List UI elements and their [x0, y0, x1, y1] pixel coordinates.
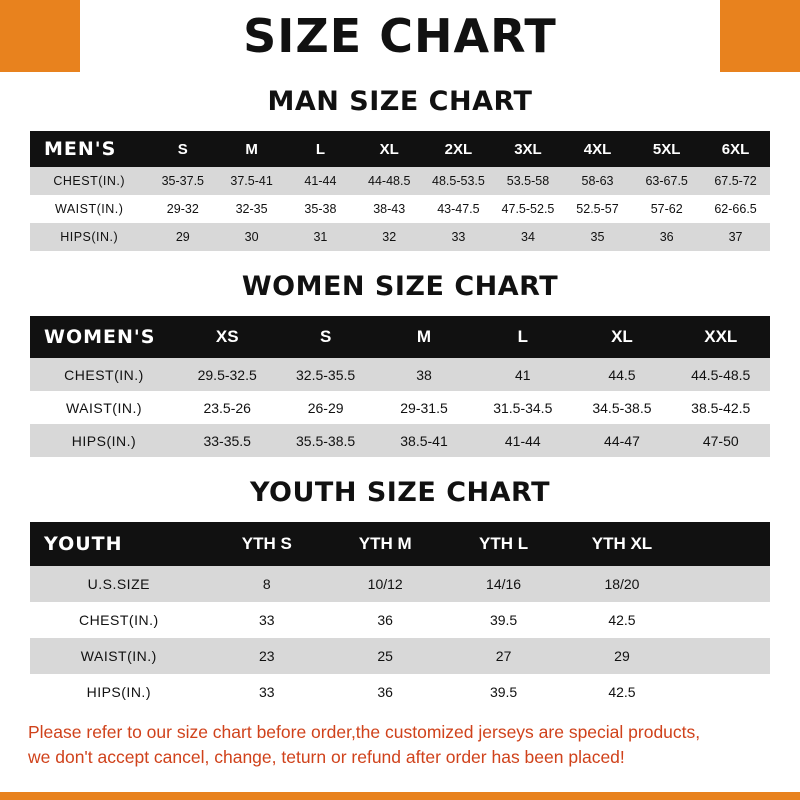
table-row	[30, 223, 770, 251]
table-cell: 8	[208, 566, 326, 602]
row-header: CHEST(IN.)	[30, 602, 208, 638]
table-cell: 43-47.5	[424, 195, 494, 223]
table-cell-spacer	[681, 638, 770, 674]
table-cell: 36	[326, 602, 444, 638]
table-cell: 34	[493, 223, 563, 251]
table-cell: 32	[355, 223, 424, 251]
spacer	[30, 117, 770, 131]
table-row	[30, 566, 770, 602]
column-header: 4XL	[563, 131, 633, 167]
column-header: XXL	[672, 316, 770, 358]
table-cell: 29	[148, 223, 217, 251]
footer-note	[0, 710, 800, 771]
section-title-youth: YOUTH SIZE CHART	[249, 477, 551, 508]
table-cell: 18/20	[563, 566, 681, 602]
spacer	[0, 457, 800, 477]
column-header: M	[217, 131, 286, 167]
column-header: M	[375, 316, 473, 358]
table-cell: 29	[563, 638, 681, 674]
table-cell: 14/16	[444, 566, 562, 602]
column-header: S	[276, 316, 374, 358]
table-cell: 38.5-42.5	[672, 391, 770, 424]
table-cell: 37	[701, 223, 770, 251]
table-cell: 26-29	[276, 391, 374, 424]
section-title-man: MAN SIZE CHART	[267, 86, 533, 117]
table-row	[30, 602, 770, 638]
spacer	[30, 302, 770, 316]
column-header: S	[148, 131, 217, 167]
table-cell: 58-63	[563, 167, 633, 195]
table-cell: 32-35	[217, 195, 286, 223]
man-size-table	[30, 131, 770, 251]
table-header-row	[30, 131, 770, 167]
table-cell: 23.5-26	[178, 391, 276, 424]
table-cell: 63-67.5	[632, 167, 701, 195]
spacer	[30, 508, 770, 522]
section-man	[0, 86, 800, 251]
row-header: HIPS(IN.)	[30, 223, 148, 251]
table-row	[30, 195, 770, 223]
table-row	[30, 674, 770, 710]
column-header: WOMEN'S	[30, 316, 178, 358]
table-cell-spacer	[681, 674, 770, 710]
table-cell: 33-35.5	[178, 424, 276, 457]
women-size-table	[30, 316, 770, 457]
spacer	[0, 72, 800, 86]
table-cell: 35.5-38.5	[276, 424, 374, 457]
table-row	[30, 391, 770, 424]
row-header: WAIST(IN.)	[30, 195, 148, 223]
table-cell: 57-62	[632, 195, 701, 223]
table-cell: 47.5-52.5	[493, 195, 563, 223]
table-cell: 38	[375, 358, 473, 391]
table-cell: 36	[326, 674, 444, 710]
bottom-accent-bar	[0, 792, 800, 800]
column-header: L	[286, 131, 355, 167]
table-cell: 44-47	[572, 424, 671, 457]
row-header: HIPS(IN.)	[30, 424, 178, 457]
table-cell: 42.5	[563, 602, 681, 638]
row-header: CHEST(IN.)	[30, 358, 178, 391]
table-cell: 48.5-53.5	[424, 167, 494, 195]
column-header: XL	[572, 316, 671, 358]
table-cell: 44-48.5	[355, 167, 424, 195]
header-banner-inner	[80, 0, 720, 72]
table-row	[30, 358, 770, 391]
table-cell: 52.5-57	[563, 195, 633, 223]
table-cell: 41-44	[286, 167, 355, 195]
footer-note-line-1: Please refer to our size chart before order,the customized jerseys are special products,	[28, 722, 701, 742]
youth-size-table	[30, 522, 770, 710]
table-cell-spacer	[681, 602, 770, 638]
table-cell: 34.5-38.5	[572, 391, 671, 424]
spacer	[0, 251, 800, 271]
table-cell: 27	[444, 638, 562, 674]
column-header-spacer	[681, 522, 770, 566]
table-cell: 29-32	[148, 195, 217, 223]
table-cell: 37.5-41	[217, 167, 286, 195]
table-cell: 31.5-34.5	[473, 391, 572, 424]
row-header: CHEST(IN.)	[30, 167, 148, 195]
table-cell: 35-37.5	[148, 167, 217, 195]
table-cell: 32.5-35.5	[276, 358, 374, 391]
table-cell: 29.5-32.5	[178, 358, 276, 391]
column-header: XS	[178, 316, 276, 358]
table-cell: 39.5	[444, 674, 562, 710]
table-cell: 44.5-48.5	[672, 358, 770, 391]
table-cell: 29-31.5	[375, 391, 473, 424]
section-youth	[0, 477, 800, 710]
section-title-women: WOMEN SIZE CHART	[241, 271, 559, 302]
column-header: XL	[355, 131, 424, 167]
table-row	[30, 424, 770, 457]
column-header: YTH M	[326, 522, 444, 566]
table-cell: 33	[208, 674, 326, 710]
column-header: YTH L	[444, 522, 562, 566]
table-cell: 35	[563, 223, 633, 251]
table-cell: 62-66.5	[701, 195, 770, 223]
table-cell: 47-50	[672, 424, 770, 457]
table-cell: 30	[217, 223, 286, 251]
table-cell: 35-38	[286, 195, 355, 223]
table-cell: 39.5	[444, 602, 562, 638]
column-header: MEN'S	[30, 131, 148, 167]
column-header: 6XL	[701, 131, 770, 167]
column-header: 3XL	[493, 131, 563, 167]
page-title: SIZE CHART	[243, 9, 557, 63]
table-cell: 31	[286, 223, 355, 251]
section-women	[0, 271, 800, 457]
table-cell: 67.5-72	[701, 167, 770, 195]
footer-note-line-2: we don't accept cancel, change, teturn or refund after order has been placed!	[28, 747, 625, 768]
table-cell: 25	[326, 638, 444, 674]
table-cell: 53.5-58	[493, 167, 563, 195]
column-header: 5XL	[632, 131, 701, 167]
table-cell: 42.5	[563, 674, 681, 710]
row-header: U.S.SIZE	[30, 566, 208, 602]
table-header-row	[30, 316, 770, 358]
table-cell: 36	[632, 223, 701, 251]
table-cell: 33	[208, 602, 326, 638]
header-banner	[0, 0, 800, 72]
row-header: WAIST(IN.)	[30, 391, 178, 424]
table-cell: 41-44	[473, 424, 572, 457]
table-row	[30, 638, 770, 674]
row-header: HIPS(IN.)	[30, 674, 208, 710]
table-cell: 10/12	[326, 566, 444, 602]
column-header: 2XL	[424, 131, 494, 167]
table-cell: 23	[208, 638, 326, 674]
table-cell: 33	[424, 223, 494, 251]
column-header: YTH S	[208, 522, 326, 566]
table-cell-spacer	[681, 566, 770, 602]
table-cell: 44.5	[572, 358, 671, 391]
column-header: YTH XL	[563, 522, 681, 566]
table-cell: 38.5-41	[375, 424, 473, 457]
table-cell: 38-43	[355, 195, 424, 223]
column-header: YOUTH	[30, 522, 208, 566]
table-row	[30, 167, 770, 195]
column-header: L	[473, 316, 572, 358]
table-cell: 41	[473, 358, 572, 391]
table-header-row	[30, 522, 770, 566]
row-header: WAIST(IN.)	[30, 638, 208, 674]
